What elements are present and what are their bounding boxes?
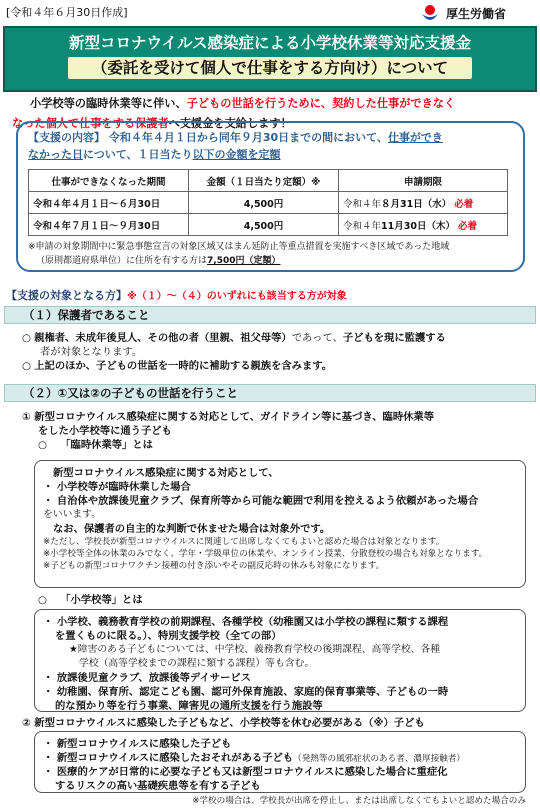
rinji-heading: 「臨時休業等」とは xyxy=(60,439,153,451)
ministry-name: 厚生労働省 xyxy=(445,6,506,21)
box3-l3: ・ 医療的ケアが日常的に必要な子ども又は新型コロナウイルスに感染した場合に重症化 xyxy=(43,766,448,778)
rinji-n3: ※子どもの新型コロナワクチン接種の付き添いやその副反応時の休みも対象になります。 xyxy=(43,561,385,571)
box3-l1: ・ 新型コロナウイルスに感染した子ども xyxy=(43,738,232,750)
table-row xyxy=(29,192,508,214)
title-banner xyxy=(3,26,537,92)
s2-item-2: ② 新型コロナウイルスに感染した子どもなど、小学校等を休む必要がある（※）子ども xyxy=(22,717,425,729)
th-amount: 金額（１日当たり定額）※ xyxy=(189,170,339,192)
support-label: 【支援の内容】 xyxy=(28,131,105,144)
section-1-bar: （１）保護者であること xyxy=(4,306,536,324)
ministry-emblem-icon xyxy=(419,2,441,24)
footnote: ※学校の場合は、学校長が出席を停止し、または出席しなくてもよいと認めた場合のみ xyxy=(192,796,526,806)
support-note-1: ※申請の対象期間中に緊急事態宣言の対象区域又はまん延防止等重点措置を実施すべき区域であった地域 xyxy=(28,242,450,252)
deadline-year: 令和４年 xyxy=(343,220,382,232)
page-title: 新型コロナウイルス感染症による小学校休業等対応支援金 xyxy=(68,34,472,52)
page-subtitle: （委託を受けて個人で仕事をする方向け）について xyxy=(68,57,472,79)
deadline-year: 令和４年 xyxy=(343,198,382,210)
deadline-date: ８月31日（水） xyxy=(381,198,452,210)
support-text-a: 令和４年４月１日から同年９月30日までの間において、 xyxy=(108,131,388,144)
rinji-l4: をいいます。 xyxy=(43,509,101,520)
deadline-cell xyxy=(339,192,508,214)
s1-b1c: 子どもを現に監護する xyxy=(342,332,446,344)
intro-1a: 小学校等の臨時休業等に伴い、 xyxy=(30,97,187,110)
amount-cell: 4,500円 xyxy=(189,192,339,214)
rinji-l3: ・ 自治体や放課後児童クラブ、保育所等から可能な範囲で利用を控えるよう依頼があった場合 xyxy=(43,495,479,507)
item2-box xyxy=(34,731,526,793)
intro-2a: なった個人で仕事をする保護者 xyxy=(12,117,169,130)
sho-l1: ・ 小学校、義務教育学校の前期課程、各種学校（幼稚園又は小学校の課程に類する課程 xyxy=(43,616,449,628)
support-table xyxy=(28,169,508,236)
th-deadline: 申請期限 xyxy=(339,170,508,192)
bullet-icon: ○ xyxy=(38,594,51,606)
support-note xyxy=(28,240,513,268)
support-content-box xyxy=(16,121,525,272)
support-heading xyxy=(28,129,513,163)
bullet-icon: ○ xyxy=(22,332,35,344)
box3-l2a: ・ 新型コロナウイルスに感染したおそれがある子ども xyxy=(43,752,294,764)
support-note-2a: （原則都道府県単位）に住所を有する方は xyxy=(36,256,208,266)
sho-l6: ・ 幼稚園、保育所、認定こども園、認可外保育施設、家庭的保育事業等、子どもの一時 xyxy=(43,686,449,698)
deadline-date: 11月30日（木） xyxy=(381,220,455,232)
deadline-cell xyxy=(339,214,508,236)
table-row xyxy=(29,214,508,236)
s2-item-1 xyxy=(22,410,527,452)
s1-b2: 上記のほか、子どもの世話を一時的に補助する親族を含みます。 xyxy=(34,360,333,372)
th-period: 仕事ができなくなった期間 xyxy=(29,170,189,192)
sho-l2: を置くものに限る。）、特別支援学校（全ての部） xyxy=(55,630,282,642)
rinji-l1: 新型コロナウイルス感染症に関する対応として、 xyxy=(53,467,279,479)
s2-i1a: ① 新型コロナウイルス感染症に関する対応として、ガイドライン等に基づき、臨時休業等 xyxy=(22,411,435,423)
rinji-l5: なお、保護者の自主的な判断で休ませた場合は対象外です。 xyxy=(53,523,331,535)
s1-b1b: であって、 xyxy=(291,332,343,344)
creation-date: [令和４年６月30日作成] xyxy=(6,6,128,19)
intro-1b: 子どもの世話を行うために、契約した仕事ができなく xyxy=(186,97,456,110)
shogakko-heading: 「小学校等」とは xyxy=(60,594,143,606)
s1-b1a: 親権者、未成年後見人、その他の者（里親、祖父母等） xyxy=(34,332,292,344)
amount-cell: 4,500円 xyxy=(189,214,339,236)
support-text-d: について、１日当たり xyxy=(83,148,193,161)
sho-l4: 学校（高等学校までの課程に類する課程）等も含む。 xyxy=(79,658,315,669)
target-note: ※（１）～（４）のいずれにも該当する方が対象 xyxy=(127,291,347,302)
s1-b1d: 者が対象となります。 xyxy=(40,346,143,358)
rinji-l2: ・ 小学校等が臨時休業した場合 xyxy=(43,481,191,493)
bullet-icon: ○ xyxy=(22,360,35,372)
section-2-bar: （２）①又は②の子どもの世話を行うこと xyxy=(4,384,536,402)
intro-2b: へ支援金を支給します！ xyxy=(168,117,292,130)
deadline-must: 必着 xyxy=(454,198,474,210)
target-heading xyxy=(6,287,347,303)
period-cell: 令和４年７月１日～９月30日 xyxy=(29,214,189,236)
shogakko-box xyxy=(34,609,526,712)
box3-l2b: （発熱等の風邪症状のある者、濃厚接触者） xyxy=(293,754,465,764)
support-text-c: なかった日 xyxy=(28,148,83,161)
ministry-logo xyxy=(419,2,506,24)
sho-l5: ・ 放課後児童クラブ、放課後等デイサービス xyxy=(43,672,251,684)
period-cell: 令和４年４月１日～６月30日 xyxy=(29,192,189,214)
rinji-n2: ※小学校等全体の休業のみでなく、学年・学級単位の休業や、オンライン授業、分散登校の場合も対象となります。 xyxy=(43,549,488,559)
target-title: 【支援の対象となる方】 xyxy=(6,289,127,302)
shogakko-heading-row xyxy=(38,593,143,607)
support-text-e: 以下の金額を定額 xyxy=(192,148,281,161)
s2-i1b: をした小学校等に通う子ども xyxy=(38,425,172,437)
sho-l3: ★障害のある子どもについては、中学校、義務教育学校の後期課程、高等学校、各種 xyxy=(69,644,441,655)
support-note-2b: 7,500円（定額） xyxy=(207,256,281,266)
rinji-box xyxy=(34,460,526,588)
sho-l7: 的な預かり等を行う事業、障害児の通所支援を行う施設等 xyxy=(55,700,323,712)
rinji-n1: ※ただし、学校長が新型コロナウイルスに関連して出席しなくてもよいと認めた場合は対象となります。 xyxy=(43,537,445,547)
section-1-body xyxy=(22,331,527,373)
bullet-icon: ○ xyxy=(38,439,51,451)
support-text-b: 仕事ができ xyxy=(387,131,443,144)
deadline-must: 必着 xyxy=(458,220,478,232)
box3-l4: するリスクの高い基礎疾患等を有する子ども xyxy=(55,780,261,792)
